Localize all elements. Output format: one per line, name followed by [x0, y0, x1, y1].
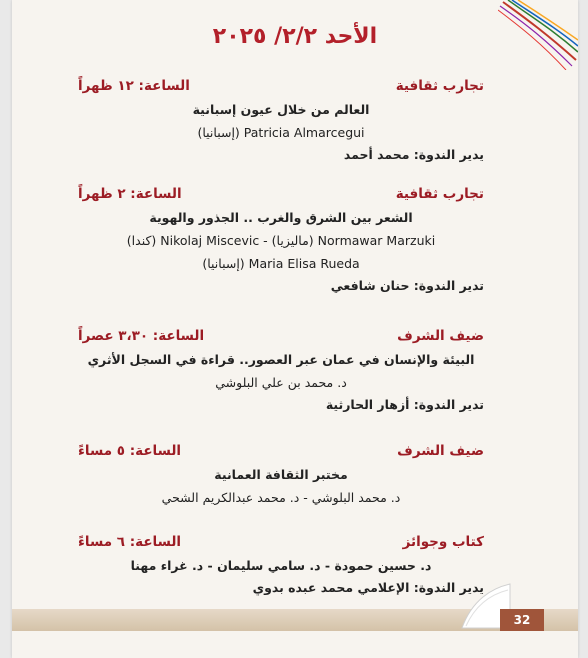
session-title: الشعر بين الشرق والغرب .. الجذور والهوية [149, 210, 413, 225]
document-page [12, 0, 578, 658]
session-block [78, 186, 484, 297]
session-header [78, 534, 484, 554]
session-moderator: يدير الندوة: الإعلامي محمد عبده بدوي [252, 580, 484, 595]
session-header [78, 78, 484, 98]
session-title: العالم من خلال عيون إسبانية [192, 102, 370, 117]
session-speakers: Normawar Marzuki (ماليزيا) - Nikolaj Miscevic (كندا) [126, 233, 436, 248]
session-speakers: Patricia Almarcegui (إسبانيا) [197, 125, 365, 140]
session-time: الساعة: ١٢ ظهراً [78, 78, 190, 94]
session-time: الساعة: ٣،٣٠ عصراً [78, 328, 205, 344]
session-block [78, 534, 484, 599]
session-time: الساعة: ٥ مساءً [78, 443, 182, 459]
session-speakers: Maria Elisa Rueda (إسبانيا) [202, 256, 360, 271]
session-title: البيئة والإنسان في عمان عبر العصور.. قراءة في السجل الأثري [87, 352, 475, 367]
session-header [78, 443, 484, 463]
session-speakers: د. حسين حمودة - د. سامي سليمان - د. غراء مهنا [130, 558, 432, 573]
session-header [78, 328, 484, 348]
page-title: الأحد ٢/٢/ ٢٠٢٥ [212, 24, 378, 49]
session-title: مختبر الثقافة العمانية [214, 467, 348, 482]
session-block [78, 328, 484, 416]
session-moderator: يدير الندوة: محمد أحمد [343, 147, 484, 162]
session-category: ضيف الشرف [397, 328, 484, 344]
session-time: الساعة: ٢ ظهراً [78, 186, 182, 202]
page-number-badge: 32 [500, 609, 544, 631]
session-speakers: د. محمد البلوشي - د. محمد عبدالكريم الشحي [161, 490, 401, 505]
session-category: تجارب ثقافية [395, 186, 484, 202]
session-block [78, 78, 484, 166]
session-time: الساعة: ٦ مساءً [78, 534, 182, 550]
session-header [78, 186, 484, 206]
session-category: كتاب وجوائز [402, 534, 484, 550]
session-category: ضيف الشرف [397, 443, 484, 459]
session-category: تجارب ثقافية [395, 78, 484, 94]
session-moderator: تدير الندوة: حنان شافعي [330, 278, 484, 293]
session-block [78, 443, 484, 509]
session-speakers: د. محمد بن علي البلوشي [215, 375, 347, 390]
session-moderator: تدير الندوة: أزهار الحارثية [325, 397, 484, 412]
